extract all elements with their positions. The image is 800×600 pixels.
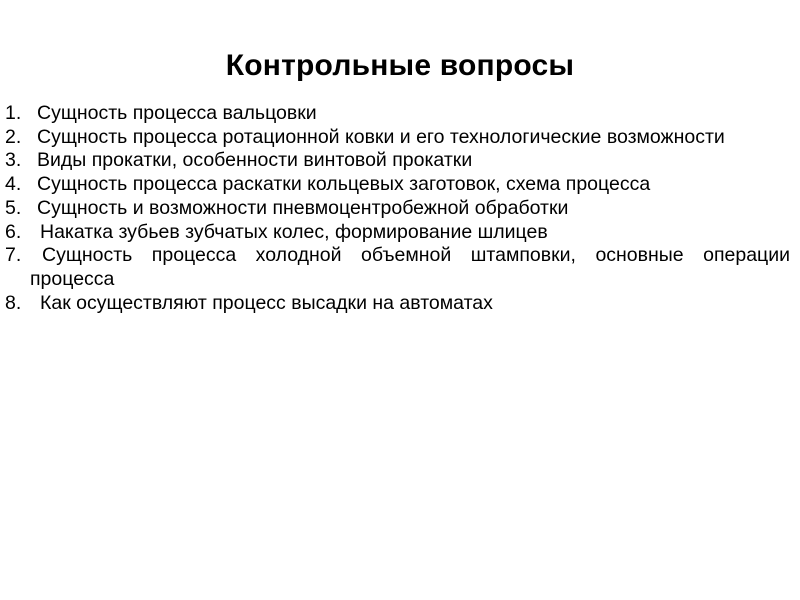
list-item <box>5 291 790 316</box>
list-item <box>5 102 790 126</box>
item-text: Виды прокатки, особенности винтовой прокатки <box>37 149 473 172</box>
list-item <box>5 244 790 291</box>
item-number: 8. <box>5 291 22 314</box>
item-number: 1. <box>5 102 22 124</box>
item-text-line1: Сущность процесса холодной объемной штамповки, основные операции <box>42 244 790 267</box>
slide-title: Контрольные вопросы <box>225 49 575 82</box>
item-text: Сущность процесса раскатки кольцевых заготовок, схема процесса <box>37 173 651 196</box>
list-item <box>5 125 790 150</box>
item-text-line2: процесса <box>30 267 115 290</box>
item-text: Сущность процесса вальцовки <box>37 102 317 124</box>
list-item <box>5 173 790 197</box>
item-number: 4. <box>5 173 22 196</box>
item-text: Сущность процесса ротационной ковки и его технологические возможности <box>37 125 725 148</box>
item-text: Сущность и возможности пневмоцентробежной обработки <box>37 196 569 219</box>
item-text: Накатка зубьев зубчатых колес, формирование шлицев <box>40 220 548 243</box>
item-number: 3. <box>5 149 22 172</box>
item-number: 2. <box>5 125 22 148</box>
item-number: 7. <box>5 244 22 267</box>
list-item <box>5 220 790 245</box>
list-item <box>5 149 790 173</box>
item-number: 5. <box>5 196 22 219</box>
list-item <box>5 196 790 221</box>
questions-list <box>0 102 800 315</box>
item-text: Как осуществляют процесс высадки на автоматах <box>40 291 493 314</box>
item-number: 6. <box>5 220 22 243</box>
